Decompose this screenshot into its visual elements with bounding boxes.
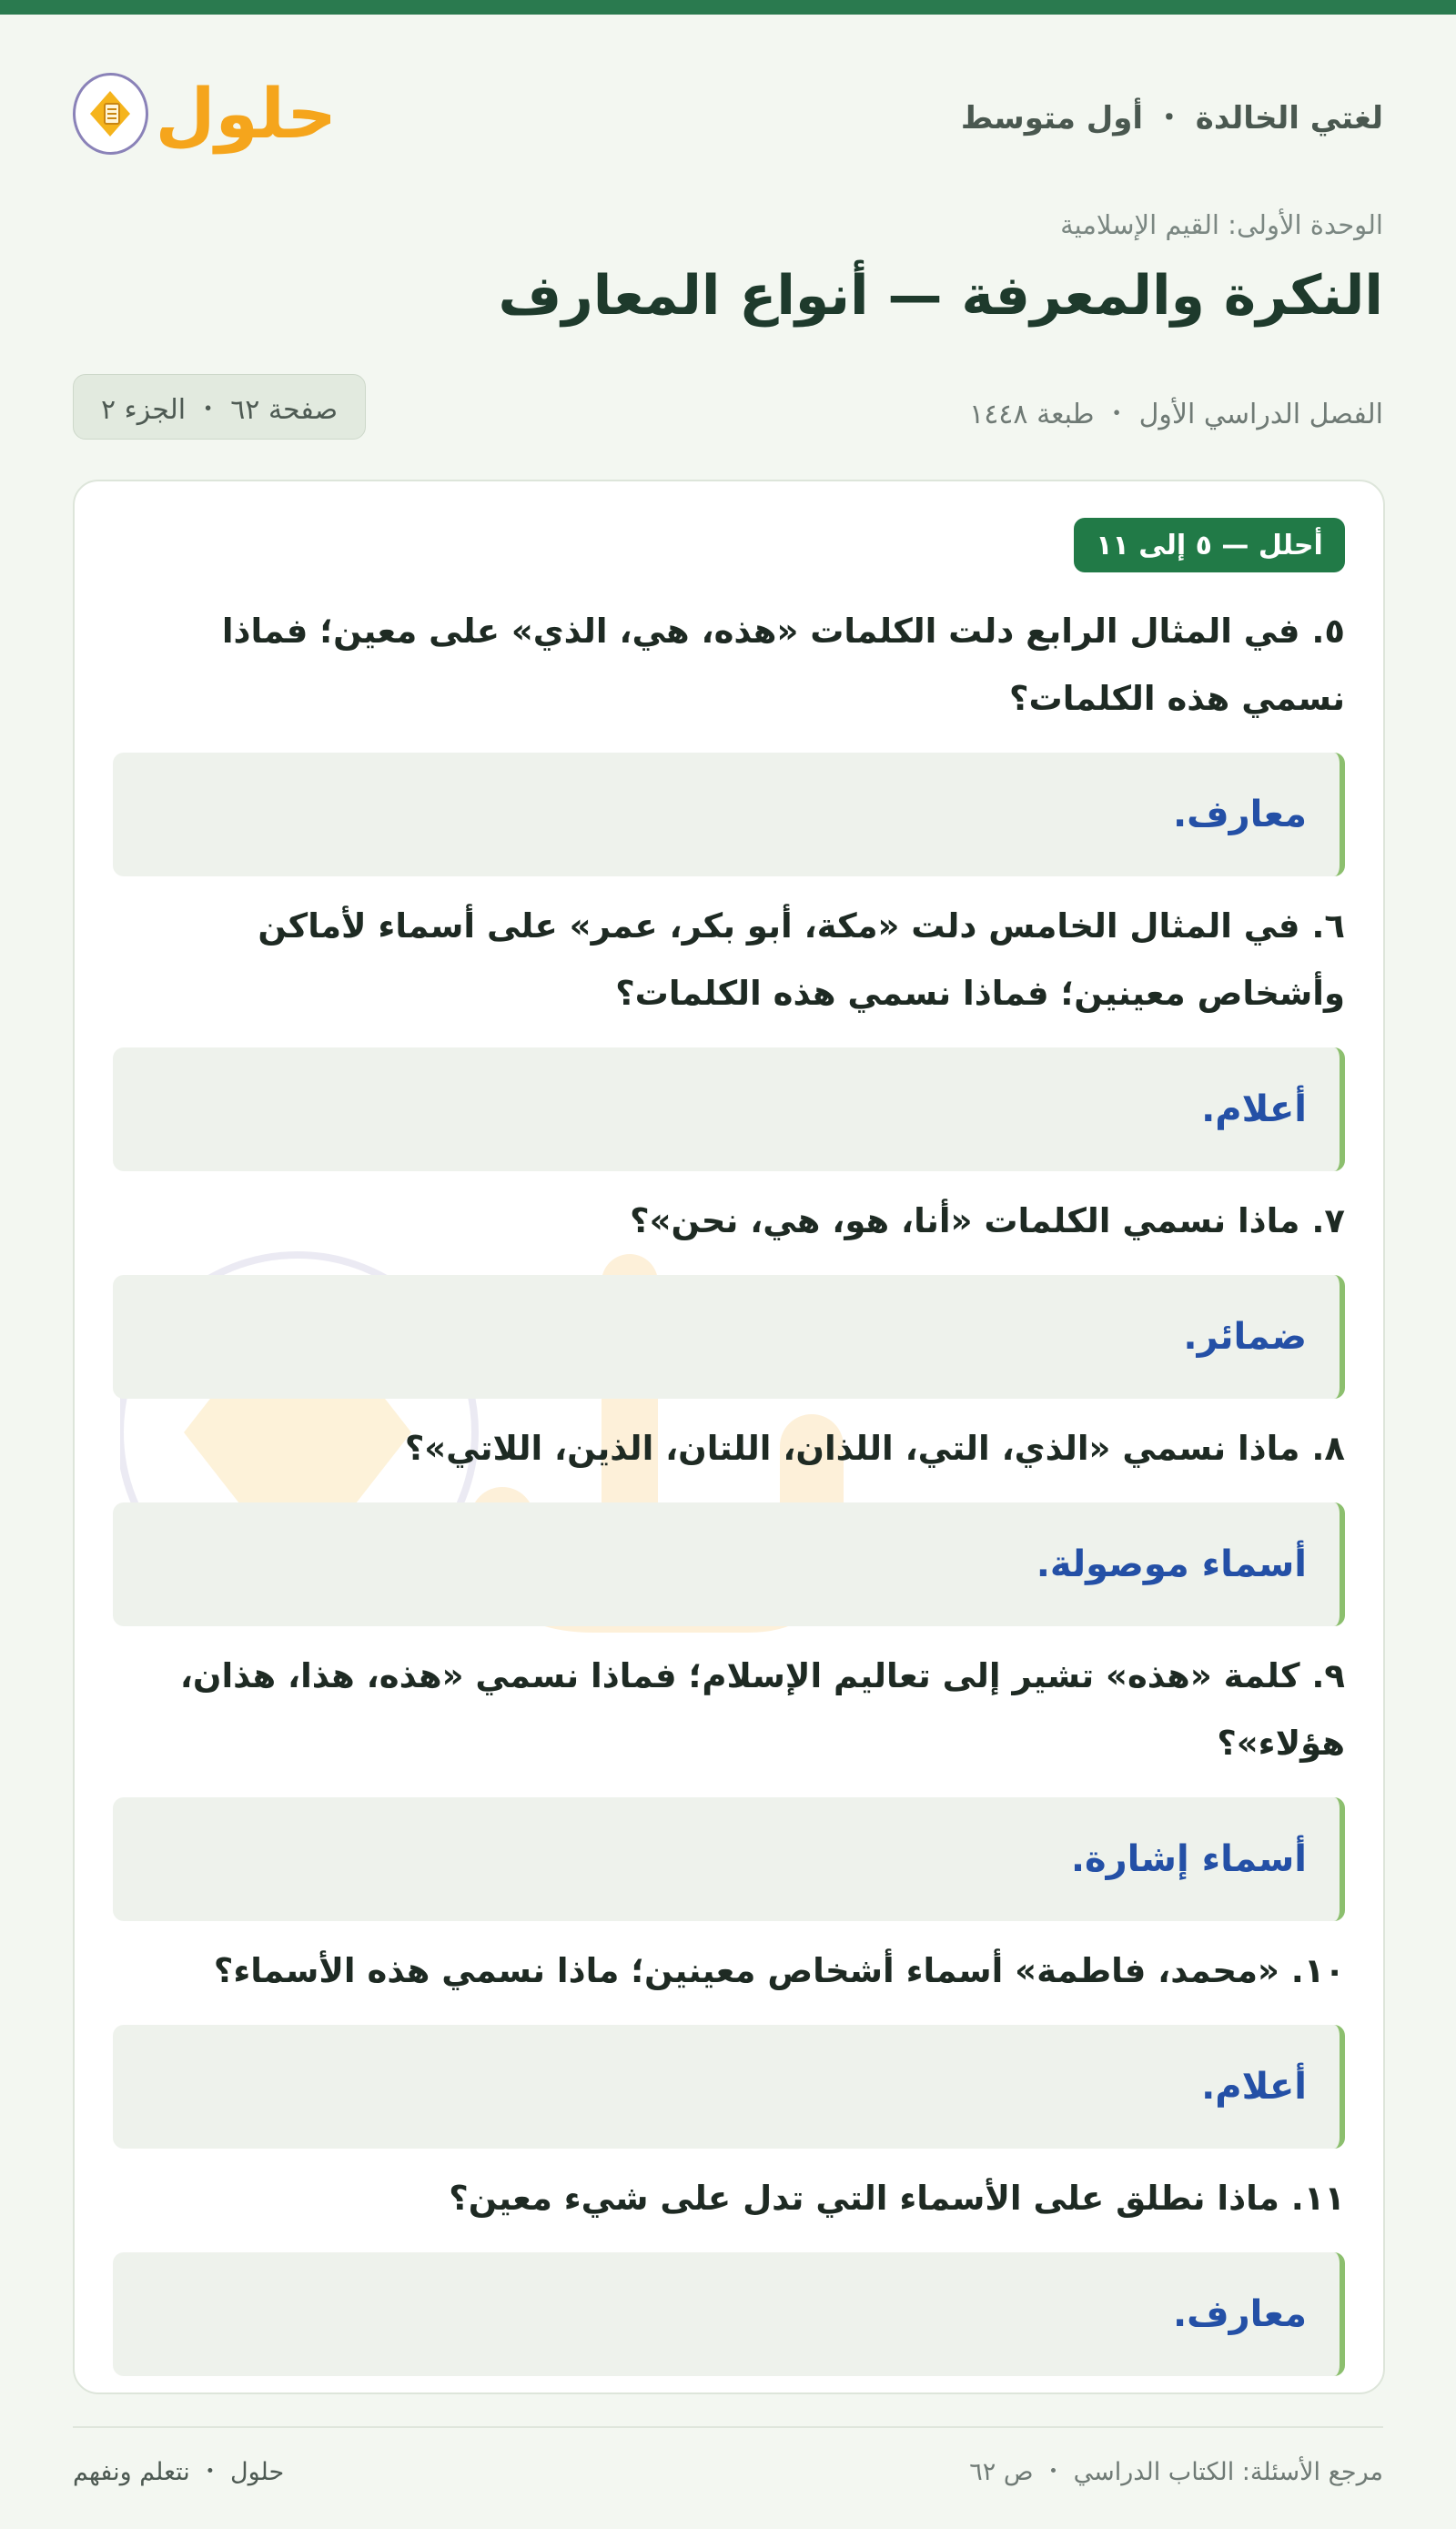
page-badge: صفحة ٦٢ ・ الجزء ٢ [73,374,366,440]
footer-brand: حلول ・ نتعلم ونفهم [73,2458,285,2486]
answer-11: معارف. [113,2252,1345,2376]
page-title: النكرة والمعرفة — أنواع المعارف [498,264,1383,328]
question-8: ٨. ماذا نسمي «الذي، التي، اللذان، اللتان، الذين، اللاتي»؟ [404,1429,1345,1468]
questions-card [73,480,1385,2394]
semester-meta: الفصل الدراسي الأول ・ طبعة ١٤٤٨ [969,399,1383,430]
answer-10: أعلام. [113,2025,1345,2149]
answer-6: أعلام. [113,1047,1345,1171]
section-badge: أحلل — ٥ إلى ١١ [1074,518,1345,572]
answer-8: أسماء موصولة. [113,1502,1345,1626]
top-accent-bar [0,0,1456,15]
answer-9: أسماء إشارة. [113,1797,1345,1921]
question-10: ١٠. «محمد، فاطمة» أسماء أشخاص معينين؛ ماذا نسمي هذه الأسماء؟ [213,1951,1345,1990]
footer-reference: مرجع الأسئلة: الكتاب الدراسي ・ ص ٦٢ [969,2458,1383,2486]
question-6: ٦. في المثال الخامس دلت «مكة، أبو بكر، عمر» على أسماء لأماكن وأشخاص معينين؛ فماذا نسمي هذه الكلمات؟ [258,906,1345,1013]
qa-list [113,598,1345,2392]
logo-wordmark: حلول [155,73,337,154]
answer-7: ضمائر. [113,1275,1345,1399]
unit-label: الوحدة الأولى: القيم الإسلامية [1060,209,1383,240]
question-9: ٩. كلمة «هذه» تشير إلى تعاليم الإسلام؛ فماذا نسمي «هذه، هذا، هذان، هؤلاء»؟ [179,1656,1345,1763]
footer-divider [73,2426,1383,2428]
question-7: ٧. ماذا نسمي الكلمات «أنا، هو، هي، نحن»؟ [630,1201,1345,1240]
question-11: ١١. ماذا نطلق على الأسماء التي تدل على شيء معين؟ [449,2179,1345,2218]
site-logo[interactable] [73,64,337,164]
page-header [73,64,1383,164]
book-diamond-icon [73,73,148,155]
question-5: ٥. في المثال الرابع دلت الكلمات «هذه، هي، الذي» على معين؛ فماذا نسمي هذه الكلمات؟ [221,612,1345,718]
course-title: لغتي الخالدة ・ أول متوسط [960,100,1383,137]
answer-5: معارف. [113,753,1345,876]
